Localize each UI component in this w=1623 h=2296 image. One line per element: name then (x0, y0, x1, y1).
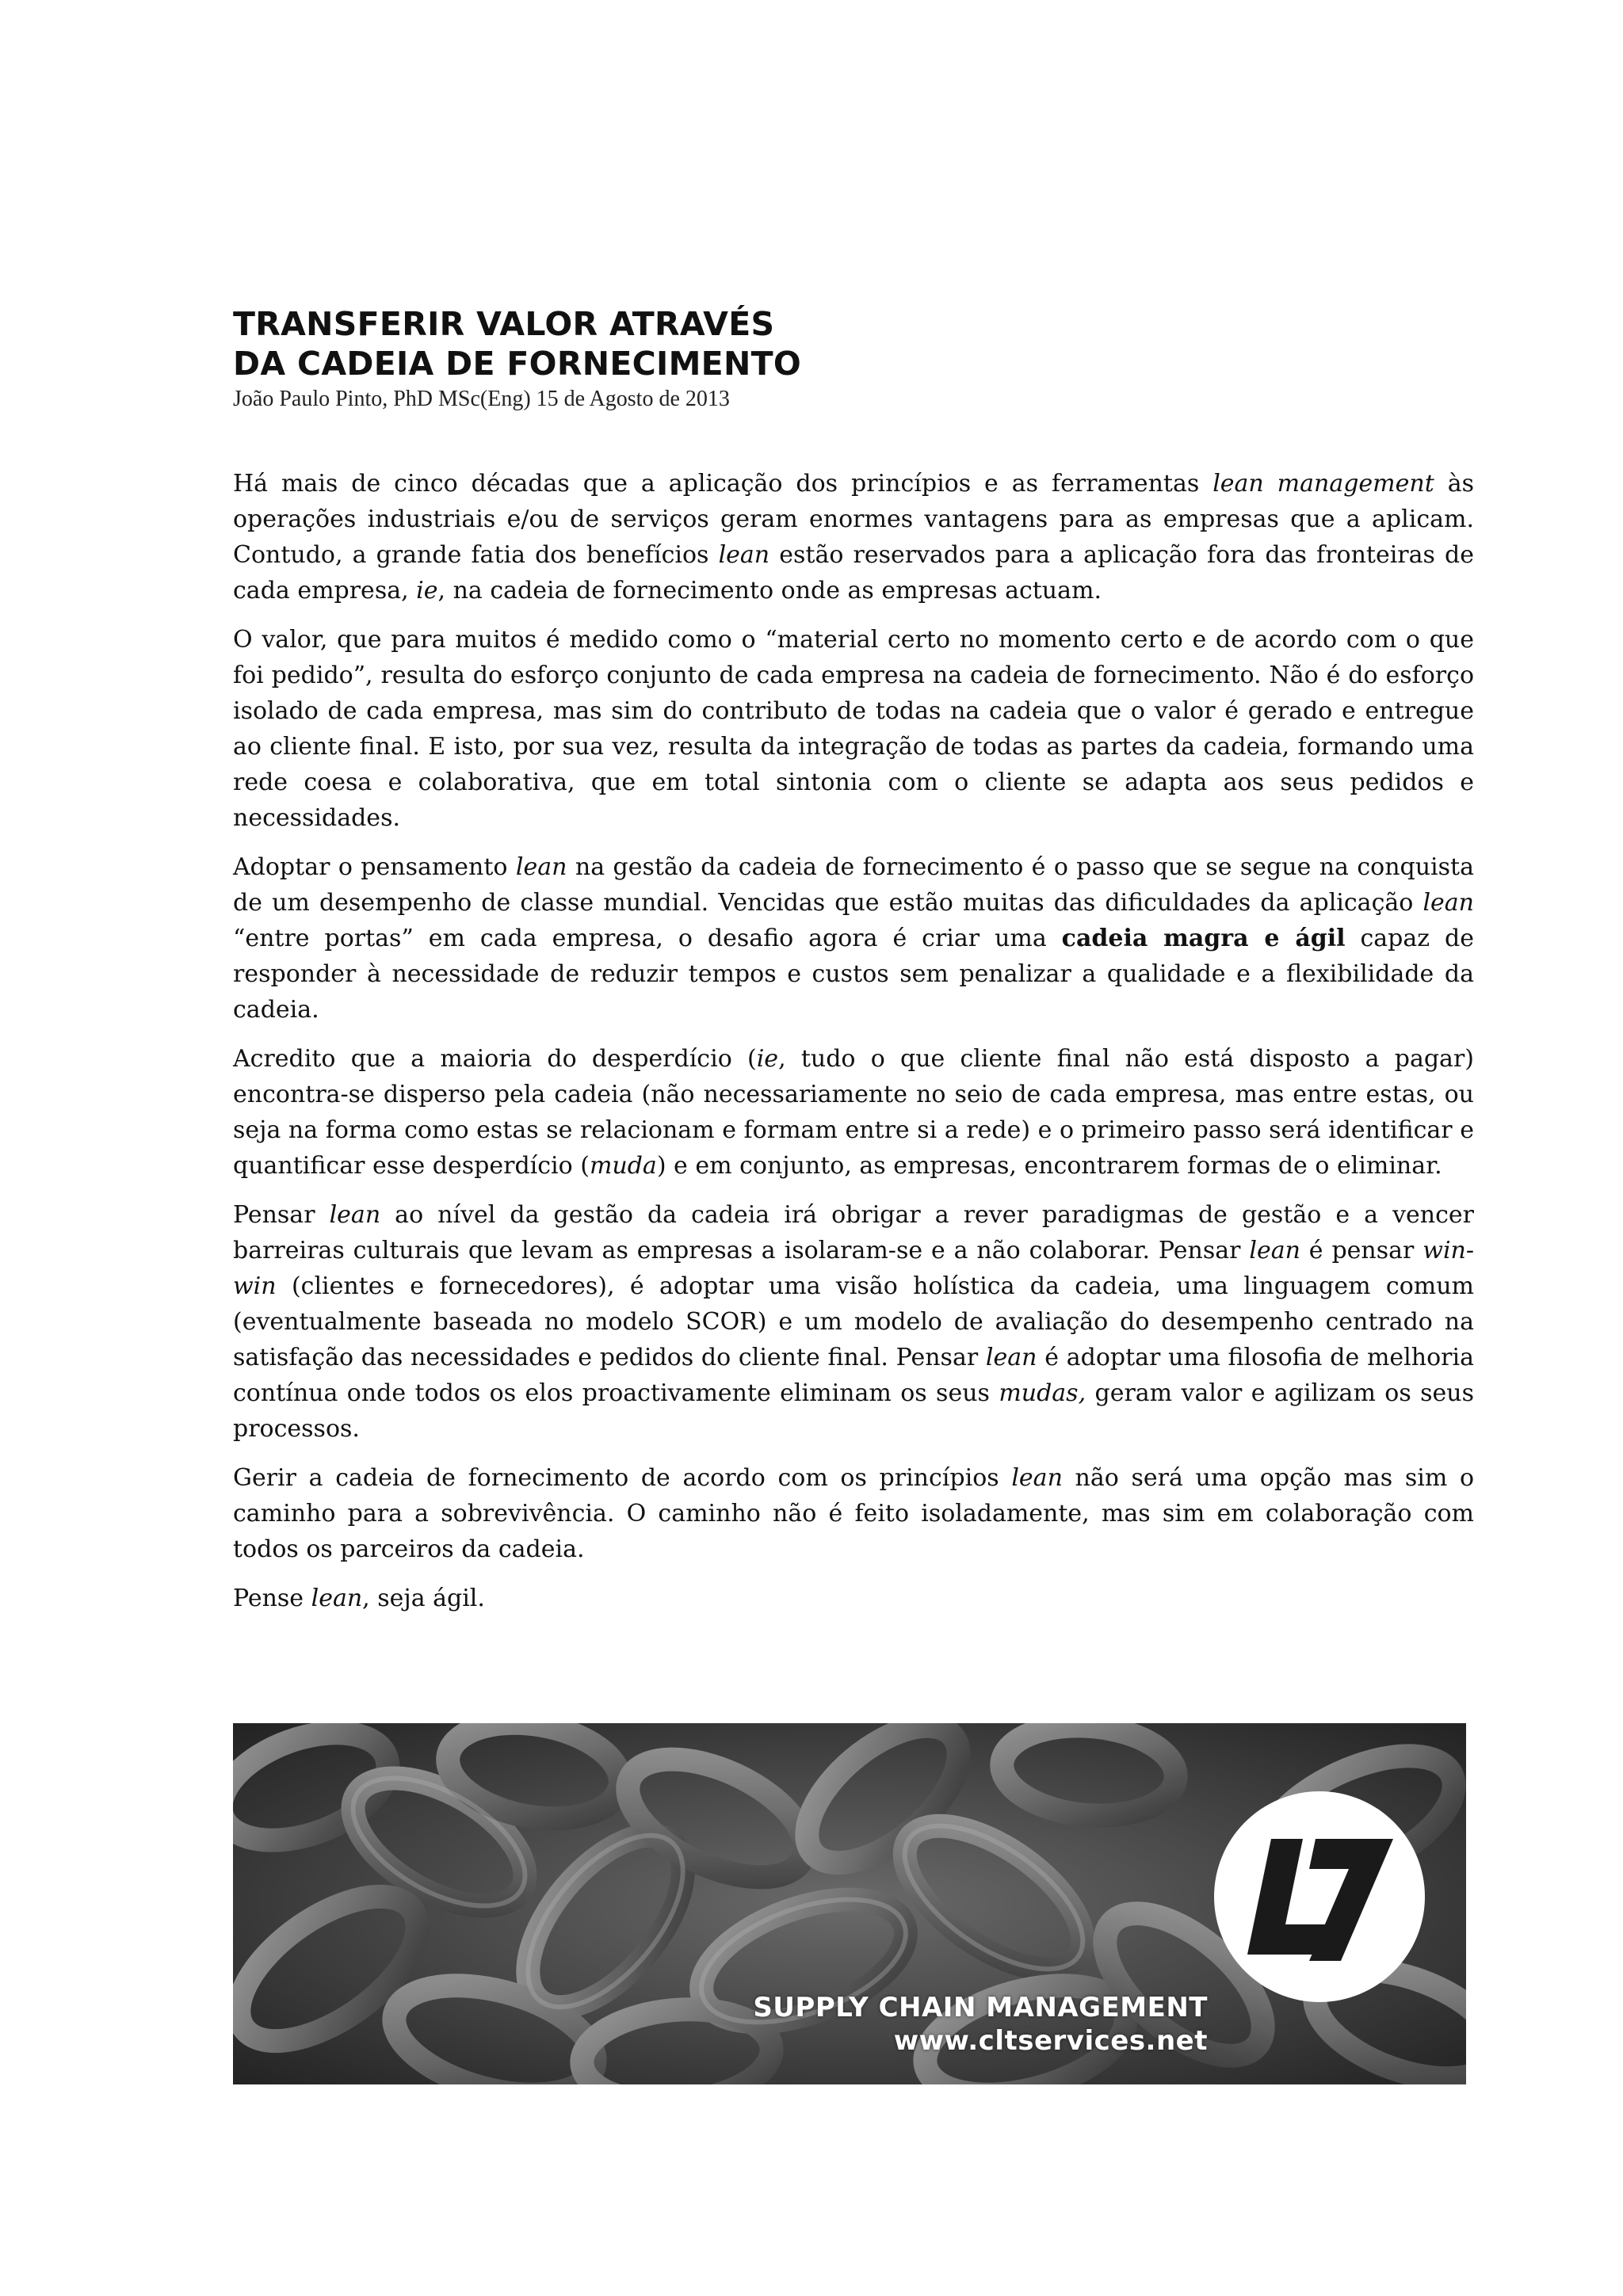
text-run: Pensar (233, 1201, 330, 1229)
text-run: é pensar (1300, 1237, 1423, 1264)
italic-text: muda (589, 1152, 657, 1180)
paragraph (233, 1581, 1474, 1616)
italic-text: ie (416, 577, 438, 605)
italic-text: ie (756, 1045, 779, 1073)
text-run: “entre portas” em cada empresa, o desafio agora é criar uma (233, 925, 1062, 952)
text-run: não será uma opção mas sim o caminho para a sobrevivência. O caminho não é feito isoladamente, mas sim em colaboração com todos os parceiros da cadeia. (233, 1464, 1475, 1563)
italic-text: mudas, (999, 1379, 1086, 1407)
banner-caption (753, 1991, 1208, 2058)
italic-text: lean management (1212, 470, 1434, 498)
text-run: é adoptar uma filosofia de melhoria contínua onde todos os elos proactivamente eliminam os seus (233, 1344, 1474, 1407)
paragraph (233, 1197, 1474, 1447)
banner-image (233, 1723, 1466, 2084)
banner-url: www.cltservices.net (893, 2025, 1208, 2057)
text-run: Adoptar o pensamento (233, 853, 516, 881)
italic-text: lean (718, 541, 770, 569)
italic-text: win-win (233, 1237, 1474, 1300)
text-run: Há mais de cinco décadas que a aplicação dos princípios e as ferramentas (233, 470, 1213, 498)
article-title (233, 304, 1469, 383)
text-run: estão reservados para a aplicação fora das fronteiras de cada empresa, (233, 541, 1474, 605)
italic-text: lean (311, 1585, 363, 1612)
author-line: João Paulo Pinto, PhD MSc(Eng) 15 de Agosto de 2013 (233, 387, 730, 411)
text-run: geram valor e agilizam os seus processos. (233, 1379, 1474, 1443)
text-run: Acredito que a maioria do desperdício ( (233, 1045, 757, 1073)
italic-text: lean (329, 1201, 381, 1229)
italic-text: lean (1423, 889, 1474, 917)
title-line-1: TRANSFERIR VALOR ATRAVÉS (233, 305, 775, 343)
text-run: , na cadeia de fornecimento onde as empresas actuam. (437, 577, 1102, 605)
text-run: Gerir a cadeia de fornecimento de acordo com os princípios (233, 1464, 1012, 1492)
text-run: (clientes e fornecedores), é adoptar uma visão holística da cadeia, uma linguagem comum (eventualmente baseada no modelo SCOR) e um modelo de avaliação do desempenho centrado na satisfação das necessidades e pedidos do cliente final. Pensar (233, 1272, 1474, 1371)
text-run: Pense (233, 1585, 311, 1612)
paragraph (233, 1041, 1474, 1184)
text-run: O valor, que para muitos é medido como o “material certo no momento certo e de acordo com o que foi pedido”, resulta do esforço conjunto de cada empresa na cadeia de fornecimento. Não é do esforço isolado de cada empresa, mas sim do contributo de todas na cadeia que o valor é gerado e entregue ao cliente final. E isto, por sua vez, resulta da integração de todas as partes da cadeia, formando uma rede coesa e colaborativa, que em total sintonia com o cliente se adapta aos seus pedidos e necessidades. (233, 626, 1474, 832)
article-header (233, 304, 1469, 414)
article-body (233, 466, 1474, 1630)
paragraph (233, 1460, 1474, 1567)
text-run: às operações industriais e/ou de serviços geram enormes vantagens para as empresas que a aplicam. Contudo, a grande fatia dos benefícios (233, 470, 1474, 569)
text-run: capaz de responder à necessidade de reduzir tempos e custos sem penalizar a qualidade e a flexibilidade da cadeia. (233, 925, 1474, 1024)
paragraph (233, 466, 1474, 608)
banner-tagline: SUPPLY CHAIN MANAGEMENT (753, 1992, 1208, 2023)
title-line-2: DA CADEIA DE FORNECIMENTO (233, 345, 802, 383)
italic-text: lean (1249, 1237, 1300, 1264)
text-run: , seja ágil. (362, 1585, 485, 1612)
italic-text: lean (515, 853, 567, 881)
bold-text: cadeia magra e ágil (1061, 925, 1346, 952)
italic-text: lean (985, 1344, 1037, 1371)
text-run: , tudo o que cliente final não está disposto a pagar) encontra-se disperso pela cadeia (não necessariamente no seio de cada empresa, mas entre estas, ou seja na forma como estas se relacionam e formam entre si a rede) e o primeiro passo será identificar e quantificar esse desperdício ( (233, 1045, 1474, 1180)
clt-logo-icon (1214, 1791, 1425, 2002)
text-run: ) e em conjunto, as empresas, encontrarem formas de o eliminar. (656, 1152, 1442, 1180)
paragraph (233, 849, 1474, 1028)
italic-text: lean (1011, 1464, 1063, 1492)
text-run: ao nível da gestão da cadeia irá obrigar a rever paradigmas de gestão e a vencer barreiras culturais que levam as empresas a isolaram-se e a não colaborar. Pensar (233, 1201, 1474, 1264)
paragraph (233, 622, 1474, 836)
text-run: na gestão da cadeia de fornecimento é o passo que se segue na conquista de um desempenho de classe mundial. Vencidas que estão muitas das dificuldades da aplicação (233, 853, 1474, 917)
